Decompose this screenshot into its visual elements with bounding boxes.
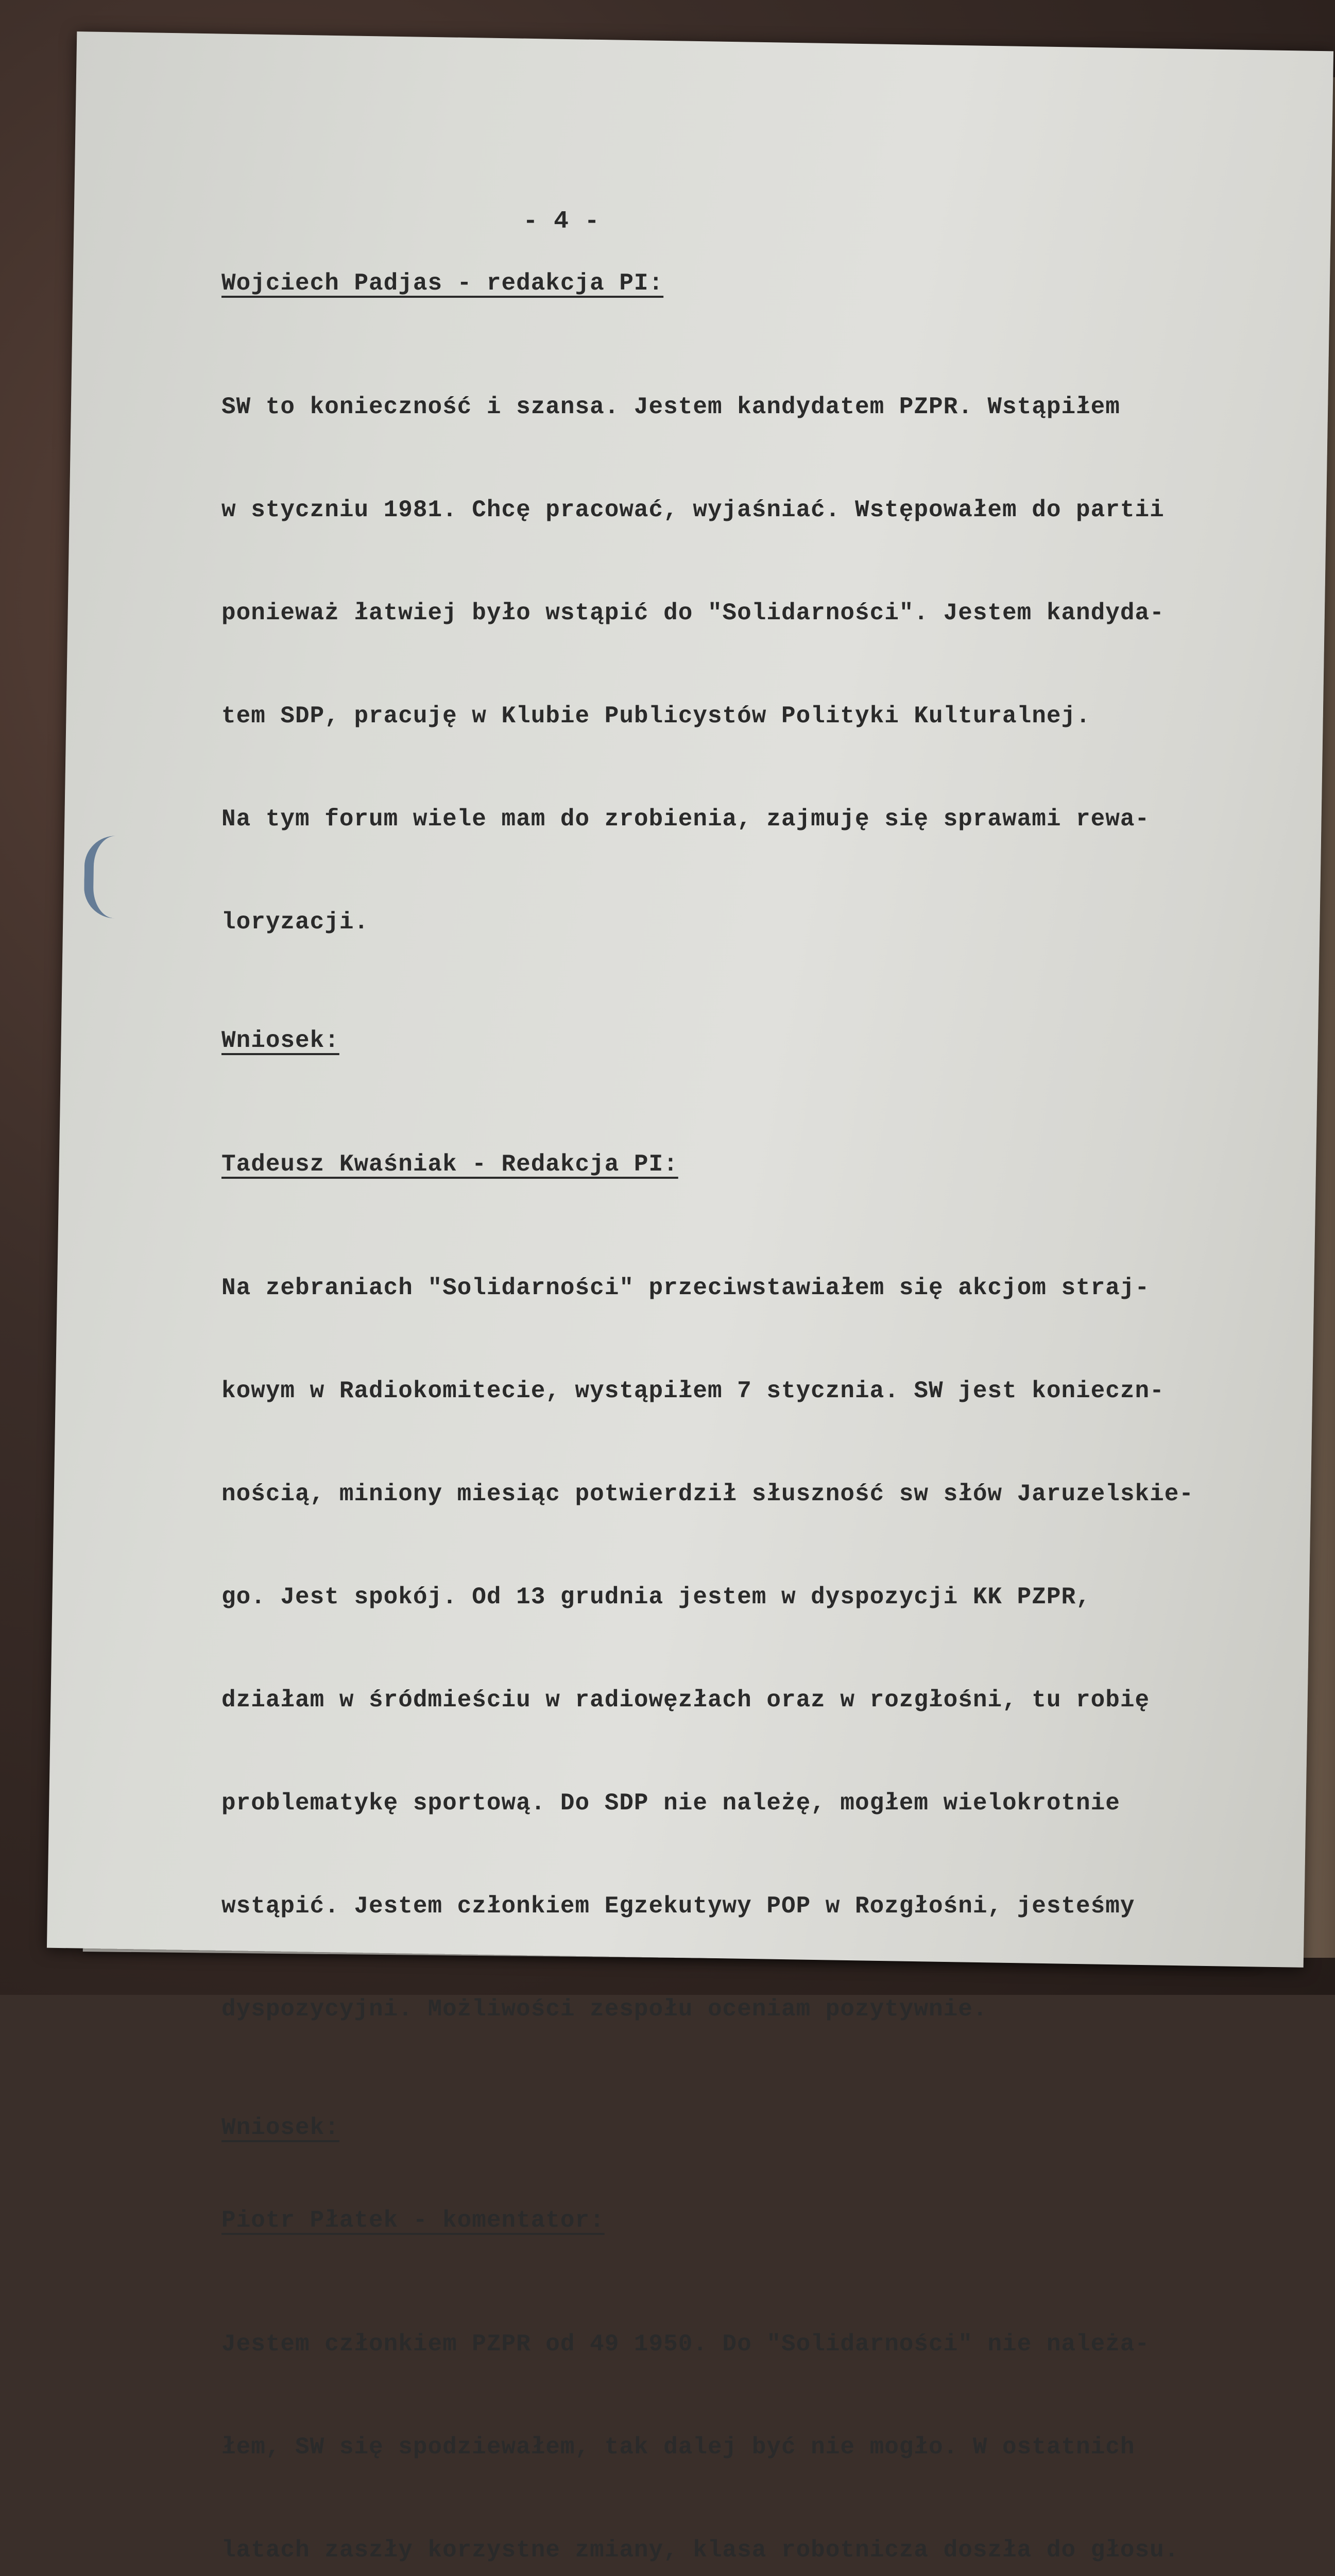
text-line: działam w śródmieściu w radiowęzłach oraz w rozgłośni, tu robię xyxy=(221,1687,1150,1714)
text-line: w styczniu 1981. Chcę pracować, wyjaśniać. Wstępowałem do partii xyxy=(221,497,1165,523)
conclusion-label: Wniosek: xyxy=(221,1027,339,1054)
text-line: latach zaszły korzystne zmiany, klasa robotnicza doszła do głosu. xyxy=(221,2537,1179,2564)
section-heading: Tadeusz Kwaśniak - Redakcja PI: xyxy=(221,1151,678,1178)
text-line: tem SDP, pracuję w Klubie Publicystów Polityki Kulturalnej. xyxy=(221,703,1091,730)
text-line: nością, miniony miesiąc potwierdził słuszność sw słów Jaruzelskie- xyxy=(221,1481,1194,1507)
text-line: wstąpić. Jestem członkiem Egzekutywy POP w Rozgłośni, jesteśmy xyxy=(221,1893,1135,1920)
section-paragraph xyxy=(221,1211,1226,2087)
section xyxy=(221,1139,1226,2195)
section xyxy=(221,2195,1226,2576)
text-line: kowym w Radiokomitecie, wystąpiłem 7 stycznia. SW jest konieczn- xyxy=(221,1378,1165,1404)
text-line: Na tym forum wiele mam do zrobienia, zajmuję się sprawami rewa- xyxy=(221,806,1150,833)
section-heading: Wojciech Padjas - redakcja PI: xyxy=(221,270,664,297)
section-heading: Piotr Płatek - komentator: xyxy=(221,2207,605,2234)
text-line: loryzacji. xyxy=(221,909,369,936)
text-line: dyspozycyjni. Możliwości zespołu oceniam pozytywnie. xyxy=(221,1996,988,2023)
text-line: SW to konieczność i szansa. Jestem kandydatem PZPR. Wstąpiłem xyxy=(221,394,1120,420)
section-paragraph xyxy=(221,2267,1226,2576)
conclusion-label: Wniosek: xyxy=(221,2114,339,2141)
text-line: Jestem członkiem PZPR od 49 1950. Do "Solidarności" nie należa- xyxy=(221,2331,1150,2358)
page-number: - 4 - xyxy=(523,208,600,235)
text-line: Na zebraniach "Solidarności" przeciwstawiałem się akcjom straj- xyxy=(221,1275,1150,1301)
text-line: łem, SW się spodziewałem, tak dalej być nie mogło. W ostatnich xyxy=(221,2434,1135,2461)
page-content xyxy=(221,196,1226,2576)
section xyxy=(221,258,1226,1108)
text-line: ponieważ łatwiej było wstąpić do "Solidarności". Jestem kandyda- xyxy=(221,600,1165,626)
text-line: go. Jest spokój. Od 13 grudnia jestem w dyspozycji KK PZPR, xyxy=(221,1584,1091,1611)
text-line: problematykę sportową. Do SDP nie należę, mogłem wielokrotnie xyxy=(221,1790,1120,1817)
binding-ribbon xyxy=(83,836,156,919)
section-paragraph xyxy=(221,330,1226,999)
